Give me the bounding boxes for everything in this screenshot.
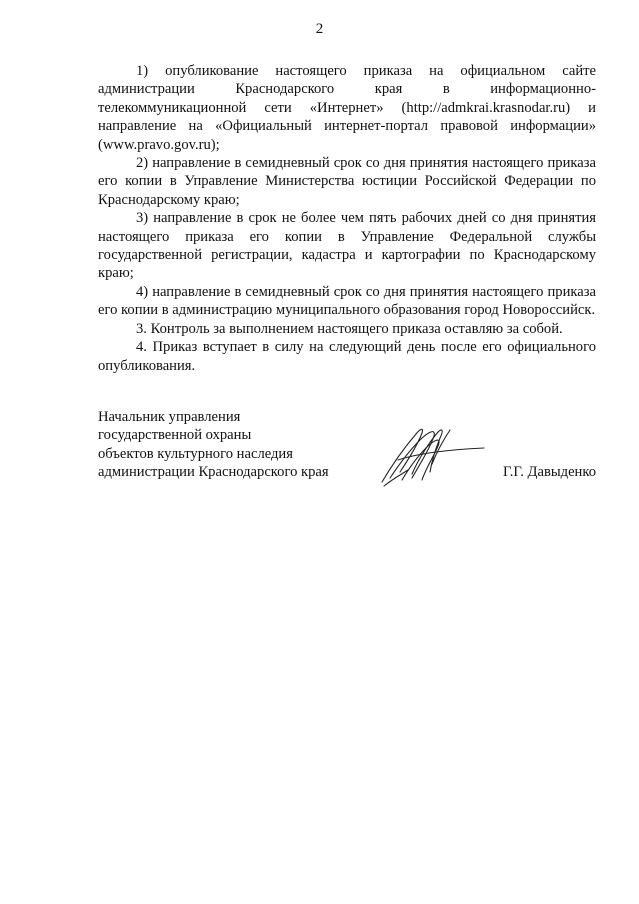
document-body [98, 62, 596, 375]
signer-position-line-3: объектов культурного наследия [98, 445, 293, 462]
handwritten-signature-icon [372, 420, 490, 492]
paragraph-control: 3. Контроль за выполнением настоящего приказа оставляю за собой. [136, 320, 563, 337]
signer-name: Г.Г. Давыденко [502, 464, 596, 480]
signer-position-line-1: Начальник управления [98, 409, 241, 425]
paragraph-item-1: 1) опубликование настоящего приказа на официальном сайте администрации Краснодарского края в информационно-телекоммуникационной сети «Интернет» (http://admkrai.krasnodar.ru) и направление на «Официальный интернет-портал правовой информации» (www.pravo.gov.ru); [98, 63, 596, 153]
paragraph-item-4: 4) направление в семидневный срок со дня принятия настоящего приказа его копии в администрацию муниципального образования город Новороссийск. [98, 283, 596, 319]
paragraph-item-3: 3) направление в срок не более чем пять рабочих дней со дня принятия настоящего приказа его копии в Управление Федеральной службы государственной регистрации, кадастра и картографии по Краснодарскому краю; [98, 210, 596, 282]
signer-position-line-2: государственной охраны [98, 427, 252, 444]
signer-position [98, 408, 329, 482]
paragraph-item-2: 2) направление в семидневный срок со дня принятия настоящего приказа его копии в Управление Министерства юстиции Российской Федерации по Краснодарскому краю; [98, 155, 596, 208]
signature-block [98, 408, 596, 488]
signer-position-line-4: администрации Краснодарского края [98, 464, 329, 481]
paragraph-entry-into-force: 4. Приказ вступает в силу на следующий день после его официального опубликования. [98, 339, 596, 374]
page-number: 2 [315, 21, 324, 37]
